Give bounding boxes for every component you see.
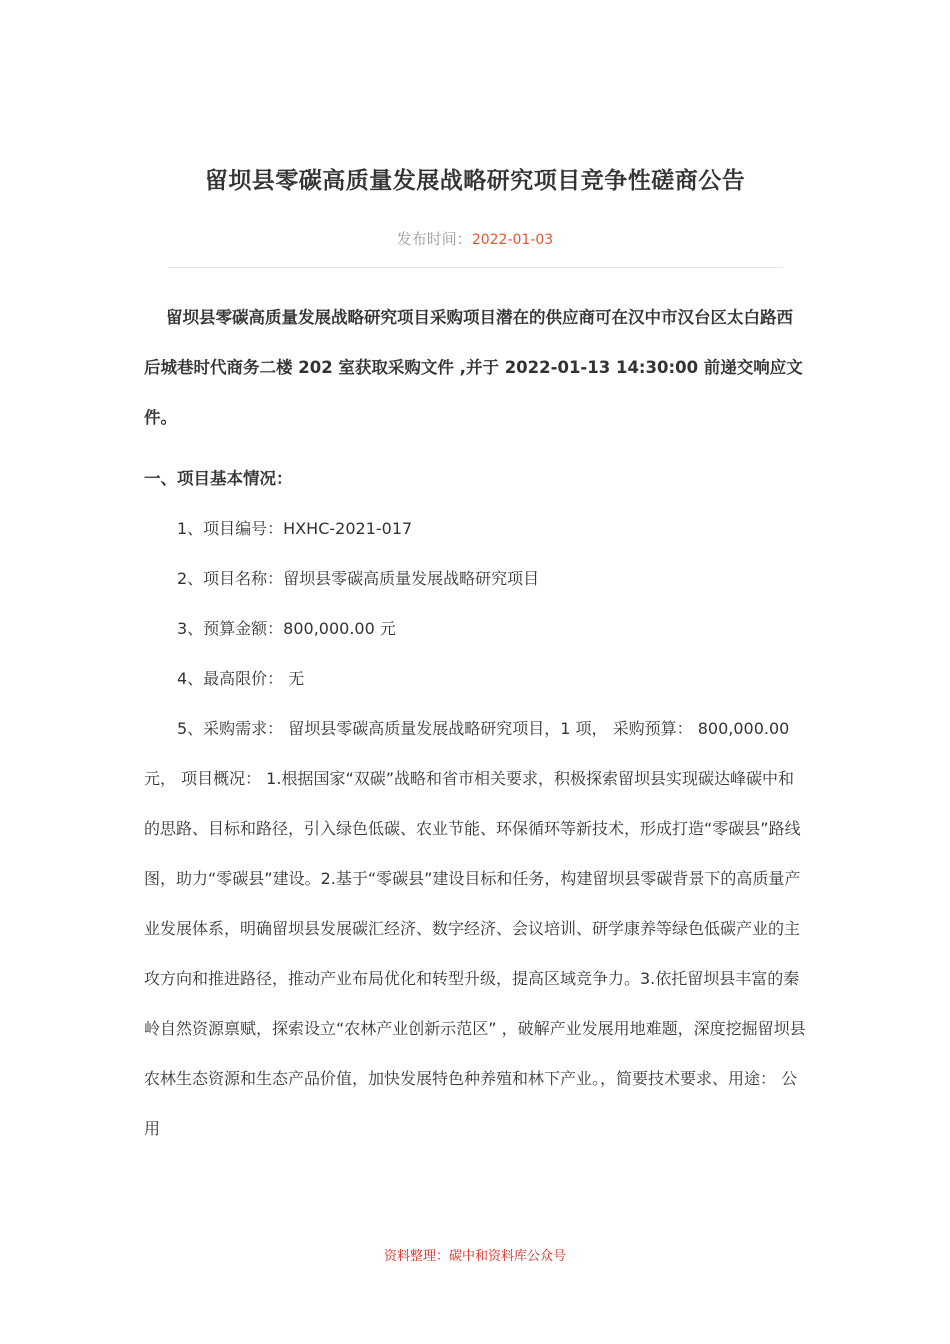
item-project-number: 1、项目编号：HXHC-2021-017 bbox=[177, 519, 413, 538]
article-body bbox=[144, 293, 809, 1154]
item-max-price: 4、最高限价： 无 bbox=[177, 669, 305, 688]
item-project-name: 2、项目名称：留坝县零碳高质量发展战略研究项目 bbox=[177, 569, 540, 588]
title-divider bbox=[168, 267, 783, 268]
publish-label: 发布时间： bbox=[396, 230, 472, 248]
section-heading-basic-info: 一、项目基本情况： bbox=[144, 469, 293, 488]
source-footer: 资料整理：碳中和资料库公众号 bbox=[383, 1249, 566, 1264]
item-budget: 3、预算金额：800,000.00 元 bbox=[177, 619, 396, 638]
article-title: 留坝县零碳高质量发展战略研究项目竞争性磋商公告 bbox=[204, 168, 746, 195]
lead-paragraph: 留坝县零碳高质量发展战略研究项目采购项目潜在的供应商可在汉中市汉台区太白路西后城巷时代商务二楼 202 室获取采购文件 ,并于 2022-01-13 14:30:00 前递交响应文件。 bbox=[144, 308, 803, 427]
publish-date: 2022-01-03 bbox=[471, 232, 554, 248]
publish-info bbox=[0, 228, 950, 249]
item-procurement-requirements: 5、采购需求： 留坝县零碳高质量发展战略研究项目，1 项， 采购预算： 800,000.00 元， 项目概况： 1.根据国家“双碳”战略和省市相关要求，积极探索留坝县实现碳达峰碳中和的思路、目标和路径，引入绿色低碳、农业节能、环保循环等新技术，形成打造“零碳县”路线图，助力“零碳县”建设。2.基于“零碳县”建设目标和任务，构建留坝县零碳背景下的高质量产业发展体系，明确留坝县发展碳汇经济、数字经济、会议培训、研学康养等绿色低碳产业的主攻方向和推进路径，推动产业布局优化和转型升级，提高区域竞争力。3.依托留坝县丰富的秦岭自然资源禀赋，探索设立“农林产业创新示范区” ，破解产业发展用地难题，深度挖掘留坝县农林生态资源和生态产品价值，加快发展特色种养殖和林下产业。，简要技术要求、用途： 公用 bbox=[144, 719, 806, 1138]
